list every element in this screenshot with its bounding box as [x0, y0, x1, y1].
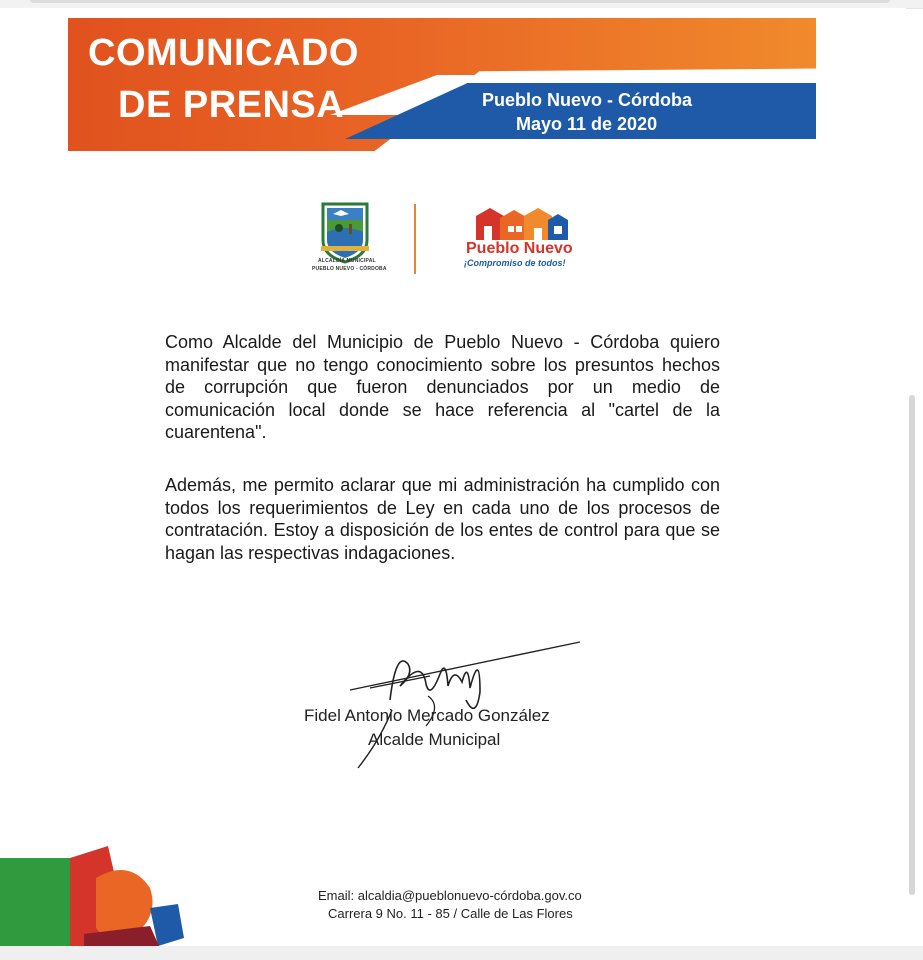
municipal-caption-line1: ALCALDÍA MUNICIPAL: [318, 258, 376, 264]
viewer-bottom-bar: [0, 946, 923, 960]
municipal-shield-icon: [305, 196, 385, 276]
brand-name: Pueblo Nuevo: [466, 240, 573, 257]
signer-role: Alcalde Municipal: [368, 730, 501, 749]
brand-tagline: ¡Compromiso de todos!: [464, 258, 566, 268]
footer-color-shapes: [0, 838, 200, 948]
scrollbar-thumb[interactable]: [909, 395, 915, 895]
statement-paragraph-2: Además, me permito aclarar que mi administración ha cumplido con todos los requerimientos de Ley en cada uno de los procesos de contratación. Estoy a disposición de los entes de control para que se hagan las respectivas indagaciones.: [165, 475, 720, 563]
viewer-top-edge: [30, 0, 890, 3]
municipal-caption-line2: PUEBLO NUEVO - CÓRDOBA: [312, 266, 387, 272]
footer-email[interactable]: Email: alcaldia@pueblonuevo-córdoba.gov.co: [318, 888, 582, 903]
title-line-1: COMUNICADO: [88, 32, 359, 74]
signer-name: Fidel Antonio Mercado González: [304, 706, 550, 725]
title-line-2: DE PRENSA: [118, 84, 345, 126]
statement-paragraph-1: Como Alcalde del Municipio de Pueblo Nuevo - Córdoba quiero manifestar que no tengo conocimiento sobre los presuntos hechos de corrupción que fueron denunciados por un medio de comunicación local donde se hace referencia al "cartel de la cuarentena".: [165, 332, 720, 442]
logo-divider: [414, 204, 416, 274]
place-label: Pueblo Nuevo - Córdoba: [482, 90, 693, 110]
date-label: Mayo 11 de 2020: [516, 114, 658, 134]
footer-address: Carrera 9 No. 11 - 85 / Calle de Las Flores: [328, 906, 573, 921]
